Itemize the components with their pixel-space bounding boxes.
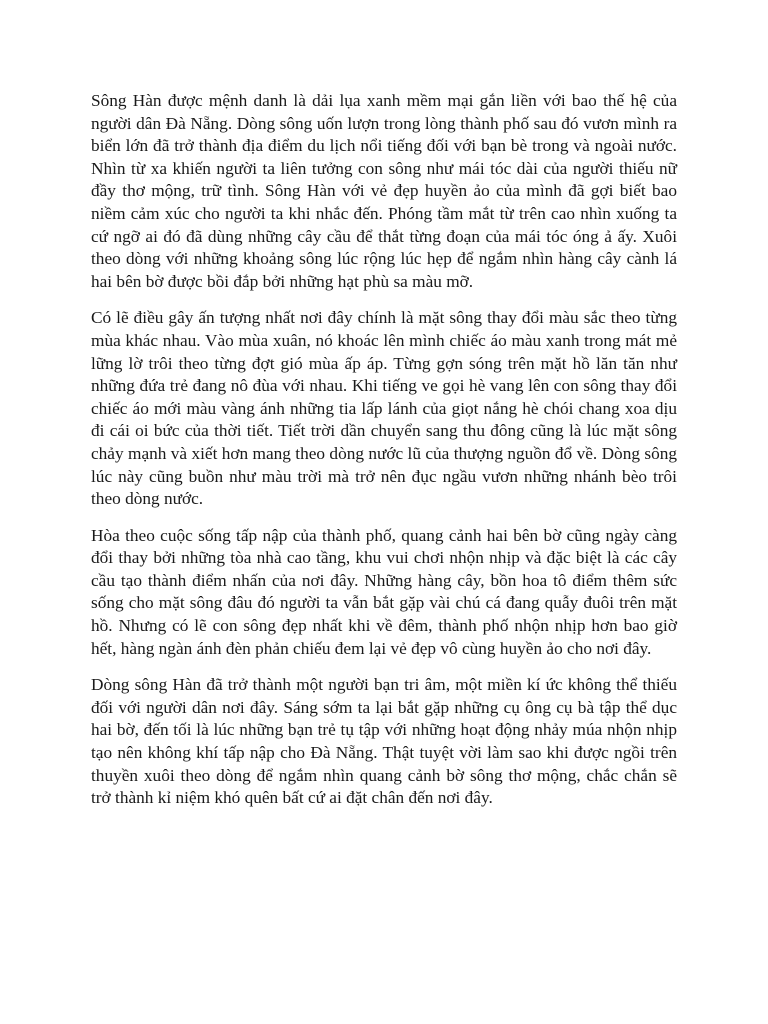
paragraph: Hòa theo cuộc sống tấp nập của thành phố, quang cảnh hai bên bờ cũng ngày càng đổi thay bởi những tòa nhà cao tầng, khu vui chơi nhộn nhịp và đặc biệt là các cây cầu tạo thành điểm nhấn của nơi đây. Những hàng cây, bồn hoa tô điểm thêm sức sống cho mặt sông đâu đó người ta vẫn bắt gặp vài chú cá đang quẫy đuôi trên mặt hồ. Nhưng có lẽ con sông đẹp nhất khi về đêm, thành phố nhộn nhịp hơn bao giờ hết, hàng ngàn ánh đèn phản chiếu đem lại vẻ đẹp vô cùng huyền ảo cho nơi đây. (91, 525, 677, 658)
paragraph: Dòng sông Hàn đã trở thành một người bạn tri âm, một miền kí ức không thể thiếu đối với người dân nơi đây. Sáng sớm ta lại bắt gặp những cụ ông cụ bà tập thể dục hai bờ, đến tối là lúc những bạn trẻ tụ tập với những hoạt động nhảy múa nhộn nhịp tạo nên không khí tấp nập cho Đà Nẵng. Thật tuyệt vời làm sao khi được ngồi trên thuyền xuôi theo dòng để ngắm nhìn quang cảnh bờ sông thơ mộng, chắc chắn sẽ trở thành kỉ niệm khó quên bất cứ ai đặt chân đến nơi đây. (91, 675, 677, 808)
paragraph: Sông Hàn được mệnh danh là dải lụa xanh mềm mại gắn liền với bao thế hệ của người dân Đà Nẵng. Dòng sông uốn lượn trong lòng thành phố sau đó vươn mình ra biển lớn đã trở thành địa điểm du lịch nổi tiếng đối với bạn bè trong và ngoài nước. Nhìn từ xa khiến người ta liên tưởng con sông như mái tóc dài của người thiếu nữ đầy thơ mộng, trữ tình. Sông Hàn với vẻ đẹp huyền ảo của mình đã gợi biết bao niềm cảm xúc cho người ta khi nhắc đến. Phóng tầm mắt từ trên cao nhìn xuống ta cứ ngỡ ai đó đã dùng những cây cầu để thắt từng đoạn của mái tóc óng ả ấy. Xuôi theo dòng với những khoảng sông lúc rộng lúc hẹp để ngắm nhìn hàng cây cành lá hai bên bờ được bồi đắp bởi những hạt phù sa màu mỡ. (91, 91, 677, 291)
paragraph: Có lẽ điều gây ấn tượng nhất nơi đây chính là mặt sông thay đổi màu sắc theo từng mùa khác nhau. Vào mùa xuân, nó khoác lên mình chiếc áo màu xanh trong mát mẻ lững lờ trôi theo từng đợt gió mùa ấp áp. Từng gợn sóng trên mặt hồ lăn tăn như những đứa trẻ đang nô đùa với nhau. Khi tiếng ve gọi hè vang lên con sông thay đổi chiếc áo mới màu vàng ánh những tia lấp lánh của giọt nắng hè chói chang xoa dịu đi cái oi bức của thời tiết. Tiết trời dần chuyển sang thu đông cũng là lúc mặt sông chảy mạnh và xiết hơn mang theo dòng nước lũ của thượng nguồn đổ về. Dòng sông lúc này cũng buồn như màu trời mà trở nên đục ngầu vươn những nhánh bèo trôi theo dòng nước. (91, 308, 677, 509)
document-page (91, 90, 677, 824)
